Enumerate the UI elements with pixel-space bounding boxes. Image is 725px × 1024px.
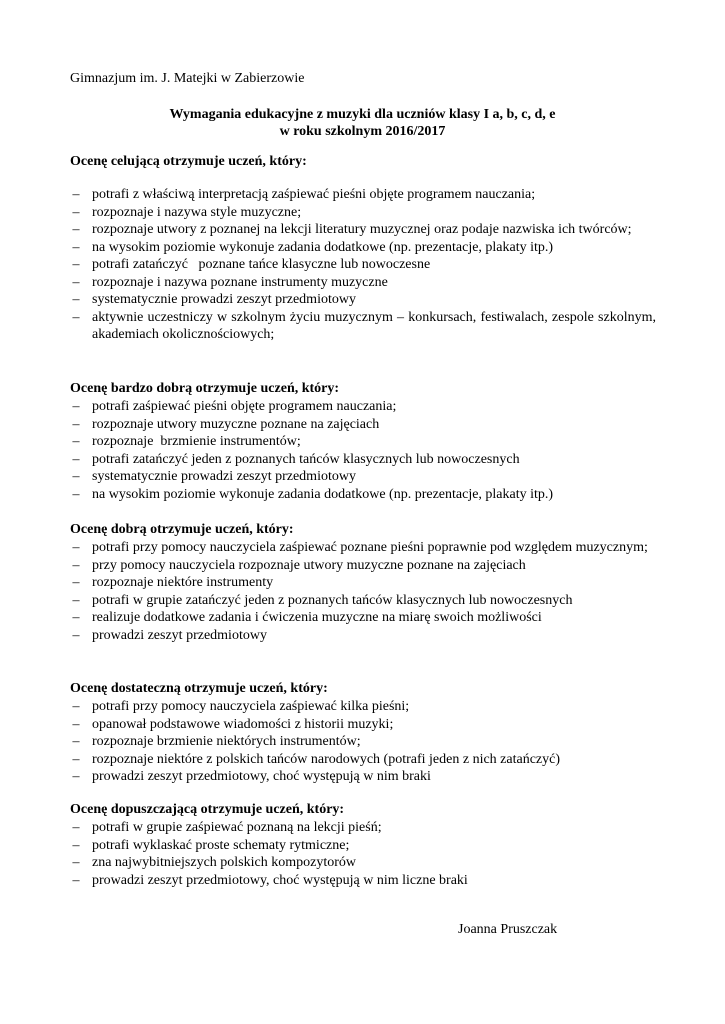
list-item	[70, 433, 656, 451]
list-item-text: potrafi w grupie zatańczyć jeden z poznanych tańców klasycznych lub nowoczesnych	[92, 592, 573, 608]
dash-bullet: –	[72, 222, 80, 237]
dash-bullet: –	[72, 469, 80, 484]
dash-bullet: –	[72, 257, 80, 272]
list-item-text: aktywnie uczestniczy w szkolnym życiu muzycznym – konkursach, festiwalach, zespole szkolnym, akademiach okolicznościowych;	[92, 309, 656, 342]
list-item-text: potrafi z właściwą interpretacją zaśpiewać pieśni objęte programem nauczania;	[92, 187, 536, 202]
list-item	[70, 204, 656, 222]
requirements-list	[70, 819, 656, 889]
list-item	[70, 872, 656, 890]
dash-bullet: –	[72, 557, 80, 573]
dash-bullet: –	[72, 872, 80, 888]
dash-bullet: –	[72, 204, 80, 220]
dash-bullet: –	[72, 451, 80, 467]
list-item-text: potrafi zaśpiewać pieśni objęte programem nauczania;	[92, 399, 397, 414]
dash-bullet: –	[72, 837, 80, 853]
document-title	[70, 106, 655, 140]
section-grade-dostateczny	[70, 680, 656, 786]
dash-bullet: –	[72, 769, 80, 784]
list-item-text: rozpoznaje niektóre z polskich tańców narodowych (potrafi jeden z nich zatańczyć)	[92, 751, 561, 767]
requirements-list	[70, 186, 656, 344]
dash-bullet: –	[72, 292, 80, 307]
list-item-text: prowadzi zeszyt przedmiotowy, choć występują w nim braki	[92, 769, 431, 784]
section-heading: Ocenę dopuszczającą otrzymuje uczeń, który:	[70, 802, 345, 817]
dash-bullet: –	[72, 239, 80, 255]
list-item-text: przy pomocy nauczyciela rozpoznaje utwory muzyczne poznane na zajęciach	[92, 557, 526, 573]
list-item-text: potrafi zatańczyć poznane tańce klasyczne lub nowoczesne	[92, 257, 431, 272]
dash-bullet: –	[72, 820, 80, 835]
dash-bullet: –	[72, 486, 80, 502]
requirements-list	[70, 698, 656, 786]
list-item-text: na wysokim poziomie wykonuje zadania dodatkowe (np. prezentacje, plakaty itp.)	[92, 239, 554, 255]
list-item	[70, 274, 656, 292]
list-item-text: potrafi wyklaskać proste schematy rytmiczne;	[92, 837, 350, 853]
section-heading: Ocenę celującą otrzymuje uczeń, który:	[70, 154, 307, 169]
section-grade-bardzo-dobry	[70, 380, 656, 503]
list-item	[70, 239, 656, 257]
list-item	[70, 256, 656, 274]
dash-bullet: –	[72, 540, 80, 555]
dash-bullet: –	[72, 734, 80, 749]
dash-bullet: –	[72, 592, 80, 608]
list-item	[70, 186, 656, 204]
list-item	[70, 819, 656, 837]
section-heading: Ocenę dobrą otrzymuje uczeń, który:	[70, 522, 294, 537]
list-item	[70, 416, 656, 434]
list-item-text: opanował podstawowe wiadomości z historii muzyki;	[92, 716, 394, 732]
list-item	[70, 716, 656, 734]
list-item-text: rozpoznaje utwory muzyczne poznane na zajęciach	[92, 416, 380, 432]
list-item	[70, 468, 656, 486]
list-item	[70, 398, 656, 416]
list-item	[70, 733, 656, 751]
dash-bullet: –	[72, 187, 80, 202]
list-item	[70, 291, 656, 309]
list-item	[70, 627, 656, 645]
dash-bullet: –	[72, 416, 80, 432]
list-item-text: rozpoznaje i nazywa style muzyczne;	[92, 204, 302, 220]
list-item-text: potrafi przy pomocy nauczyciela zaśpiewać kilka pieśni;	[92, 699, 410, 714]
list-item	[70, 768, 656, 786]
list-item	[70, 539, 656, 557]
dash-bullet: –	[72, 855, 80, 870]
list-item-text: systematycznie prowadzi zeszyt przedmiotowy	[92, 292, 356, 307]
title-line-1: Wymagania edukacyjne z muzyki dla uczniów klasy I a, b, c, d, e	[169, 107, 556, 122]
list-item-text: systematycznie prowadzi zeszyt przedmiotowy	[92, 469, 356, 484]
dash-bullet: –	[72, 699, 80, 714]
list-item	[70, 309, 656, 344]
list-item-text: zna najwybitniejszych polskich kompozytorów	[92, 855, 356, 870]
list-item-text: prowadzi zeszyt przedmiotowy	[92, 627, 267, 643]
section-grade-dobry	[70, 521, 656, 644]
dash-bullet: –	[72, 751, 80, 767]
list-item	[70, 592, 656, 610]
list-item-text: prowadzi zeszyt przedmiotowy, choć występują w nim liczne braki	[92, 872, 468, 888]
dash-bullet: –	[72, 434, 80, 449]
dash-bullet: –	[72, 610, 80, 625]
title-line-2: w roku szkolnym 2016/2017	[279, 124, 446, 139]
dash-bullet: –	[72, 716, 80, 732]
list-item	[70, 486, 656, 504]
list-item	[70, 609, 656, 627]
list-item-text: potrafi zatańczyć jeden z poznanych tańców klasycznych lub nowoczesnych	[92, 451, 520, 467]
list-item-text: potrafi przy pomocy nauczyciela zaśpiewać poznane pieśni poprawnie pod względem muzycznym;	[92, 540, 648, 555]
section-grade-dopuszczajacy	[70, 801, 656, 889]
list-item	[70, 557, 656, 575]
requirements-list	[70, 539, 656, 644]
list-item-text: rozpoznaje brzmienie niektórych instrumentów;	[92, 734, 361, 749]
author-signature: Joanna Pruszczak	[458, 922, 558, 937]
list-item	[70, 574, 656, 592]
list-item-text: na wysokim poziomie wykonuje zadania dodatkowe (np. prezentacje, plakaty itp.)	[92, 486, 554, 502]
section-heading: Ocenę dostateczną otrzymuje uczeń, który:	[70, 681, 328, 696]
list-item	[70, 221, 656, 239]
section-heading: Ocenę bardzo dobrą otrzymuje uczeń, który:	[70, 381, 340, 396]
section-grade-celujacy	[70, 153, 656, 344]
list-item	[70, 854, 656, 872]
school-name: Gimnazjum im. J. Matejki w Zabierzowie	[70, 71, 305, 86]
dash-bullet: –	[72, 627, 80, 643]
list-item-text: rozpoznaje niektóre instrumenty	[92, 575, 274, 590]
list-item	[70, 751, 656, 769]
dash-bullet: –	[72, 309, 80, 325]
list-item-text: potrafi w grupie zaśpiewać poznaną na lekcji pieśń;	[92, 820, 382, 835]
list-item	[70, 451, 656, 469]
list-item-text: realizuje dodatkowe zadania i ćwiczenia muzyczne na miarę swoich możliwości	[92, 610, 542, 625]
list-item	[70, 698, 656, 716]
requirements-list	[70, 398, 656, 503]
list-item-text: rozpoznaje utwory z poznanej na lekcji literatury muzycznej oraz podaje nazwiska ich twórców;	[92, 222, 632, 237]
list-item-text: rozpoznaje brzmienie instrumentów;	[92, 434, 301, 449]
list-item-text: rozpoznaje i nazywa poznane instrumenty muzyczne	[92, 274, 388, 290]
list-item	[70, 837, 656, 855]
dash-bullet: –	[72, 399, 80, 414]
dash-bullet: –	[72, 575, 80, 590]
dash-bullet: –	[72, 274, 80, 290]
